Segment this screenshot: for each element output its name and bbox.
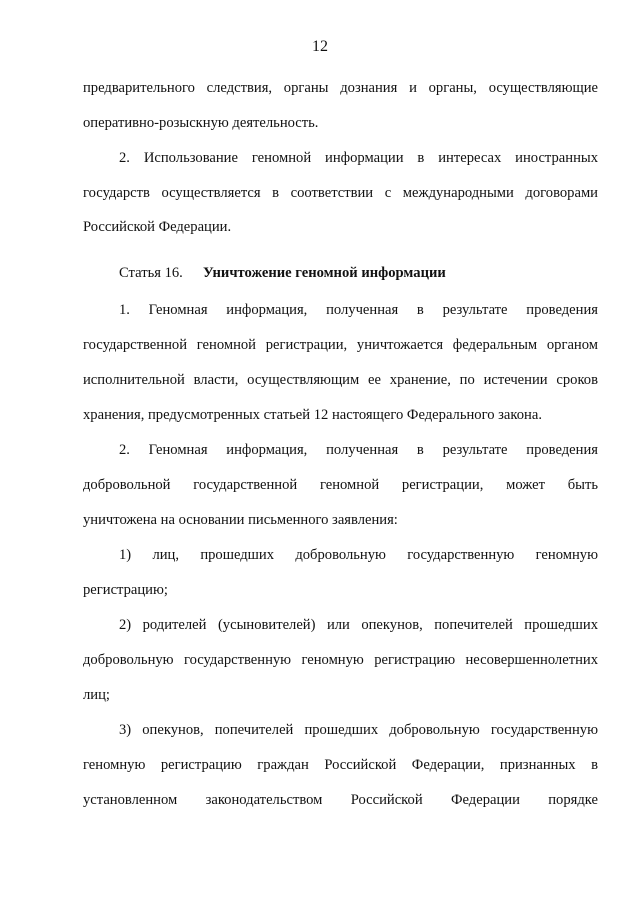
page-number: 12 <box>312 38 328 55</box>
text-line: добровольную государственную геномную регистрацию несовершеннолетних <box>83 652 598 668</box>
text-line: предварительного следствия, органы дознания и органы, осуществляющие <box>83 80 598 96</box>
text-line: уничтожена на основании письменного заявления: <box>83 512 398 528</box>
article-number: Статья 16. <box>119 265 183 281</box>
article-heading <box>119 263 446 283</box>
text-line: геномную регистрацию граждан Российской Федерации, признанных в <box>83 757 598 773</box>
text-line: государственной геномной регистрации, уничтожается федеральным органом <box>83 337 598 353</box>
text-line: регистрацию; <box>83 582 168 598</box>
paragraph-first-line: 1. Геномная информация, полученная в результате проведения <box>119 302 598 318</box>
text-line: добровольной государственной геномной регистрации, может быть <box>83 477 598 493</box>
text-line: Российской Федерации. <box>83 219 232 235</box>
paragraph-first-line: 2. Геномная информация, полученная в результате проведения <box>119 442 598 458</box>
paragraph-first-line: 2. Использование геномной информации в интересах иностранных <box>119 150 598 166</box>
text-line: лиц; <box>83 687 110 703</box>
list-item-first-line: 2) родителей (усыновителей) или опекунов, попечителей прошедших <box>119 617 598 633</box>
text-line: хранения, предусмотренных статьей 12 настоящего Федерального закона. <box>83 407 542 423</box>
list-item-first-line: 1) лиц, прошедших добровольную государственную геномную <box>119 547 598 563</box>
text-line: государств осуществляется в соответствии с международными договорами <box>83 185 598 201</box>
list-item-first-line: 3) опекунов, попечителей прошедших добровольную государственную <box>119 722 598 738</box>
text-line: установленном законодательством Российской Федерации порядке <box>83 792 598 808</box>
article-title: Уничтожение геномной информации <box>203 265 446 281</box>
text-line: исполнительной власти, осуществляющим ее хранение, по истечении сроков <box>83 372 598 388</box>
text-line: оперативно-розыскную деятельность. <box>83 115 319 131</box>
